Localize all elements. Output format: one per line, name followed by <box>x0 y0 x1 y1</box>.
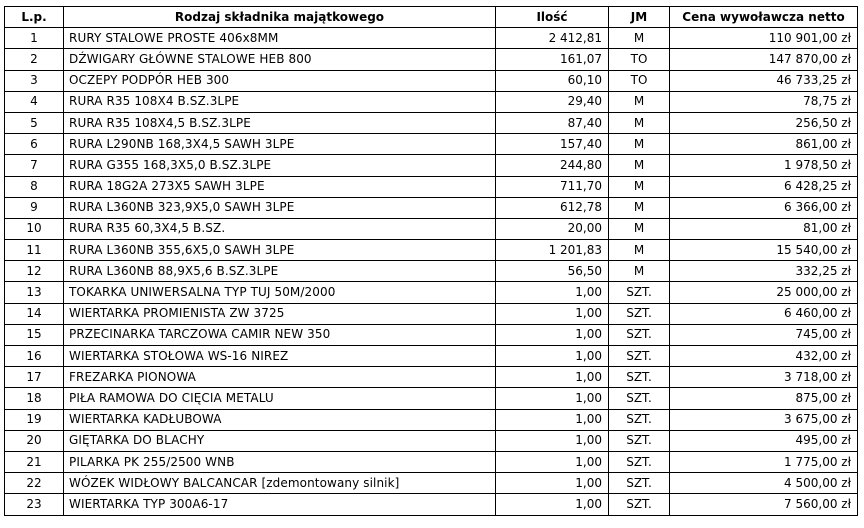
cell-quantity: 1,00 <box>496 430 609 451</box>
cell-unit: SZT. <box>609 473 670 494</box>
cell-quantity: 29,40 <box>496 91 609 112</box>
cell-lp: 17 <box>5 367 64 388</box>
cell-quantity: 244,80 <box>496 155 609 176</box>
cell-asset-type: GIĘTARKA DO BLACHY <box>64 430 496 451</box>
cell-lp: 19 <box>5 409 64 430</box>
cell-price: 1 775,00 zł <box>670 451 858 472</box>
cell-asset-type: RURA 18G2A 273X5 SAWH 3LPE <box>64 176 496 197</box>
assets-table-container <box>4 6 858 516</box>
table-header <box>5 7 858 28</box>
cell-quantity: 1,00 <box>496 303 609 324</box>
cell-price: 147 870,00 zł <box>670 49 858 70</box>
cell-asset-type: PIŁA RAMOWA DO CIĘCIA METALU <box>64 388 496 409</box>
cell-price: 3 718,00 zł <box>670 367 858 388</box>
cell-unit: TO <box>609 49 670 70</box>
cell-asset-type: RURA R35 108X4,5 B.SZ.3LPE <box>64 112 496 133</box>
header-unit: JM <box>609 7 670 28</box>
cell-unit: M <box>609 91 670 112</box>
cell-lp: 1 <box>5 28 64 49</box>
cell-lp: 4 <box>5 91 64 112</box>
cell-lp: 16 <box>5 346 64 367</box>
cell-quantity: 87,40 <box>496 112 609 133</box>
cell-quantity: 1,00 <box>496 388 609 409</box>
table-row <box>5 324 858 345</box>
cell-lp: 5 <box>5 112 64 133</box>
cell-unit: SZT. <box>609 346 670 367</box>
cell-quantity: 1,00 <box>496 473 609 494</box>
cell-quantity: 1,00 <box>496 494 609 515</box>
cell-price: 6 428,25 zł <box>670 176 858 197</box>
cell-price: 1 978,50 zł <box>670 155 858 176</box>
cell-lp: 14 <box>5 303 64 324</box>
cell-unit: M <box>609 155 670 176</box>
cell-asset-type: FREZARKA PIONOWA <box>64 367 496 388</box>
cell-unit: SZT. <box>609 303 670 324</box>
cell-price: 745,00 zł <box>670 324 858 345</box>
cell-unit: SZT. <box>609 282 670 303</box>
cell-quantity: 2 412,81 <box>496 28 609 49</box>
cell-asset-type: DŹWIGARY GŁÓWNE STALOWE HEB 800 <box>64 49 496 70</box>
cell-quantity: 1,00 <box>496 409 609 430</box>
table-row <box>5 112 858 133</box>
cell-quantity: 161,07 <box>496 49 609 70</box>
cell-unit: M <box>609 176 670 197</box>
table-row <box>5 346 858 367</box>
cell-unit: M <box>609 134 670 155</box>
cell-quantity: 1,00 <box>496 346 609 367</box>
table-row <box>5 28 858 49</box>
cell-unit: SZT. <box>609 367 670 388</box>
cell-price: 6 366,00 zł <box>670 197 858 218</box>
cell-price: 15 540,00 zł <box>670 240 858 261</box>
table-row <box>5 494 858 515</box>
cell-asset-type: RURA R35 60,3X4,5 B.SZ. <box>64 218 496 239</box>
cell-lp: 18 <box>5 388 64 409</box>
cell-quantity: 20,00 <box>496 218 609 239</box>
header-asset-type: Rodzaj składnika majątkowego <box>64 7 496 28</box>
cell-quantity: 612,78 <box>496 197 609 218</box>
cell-quantity: 1,00 <box>496 451 609 472</box>
cell-asset-type: RURA G355 168,3X5,0 B.SZ.3LPE <box>64 155 496 176</box>
table-row <box>5 388 858 409</box>
cell-price: 110 901,00 zł <box>670 28 858 49</box>
table-row <box>5 303 858 324</box>
table-row <box>5 451 858 472</box>
cell-price: 4 500,00 zł <box>670 473 858 494</box>
cell-unit: M <box>609 261 670 282</box>
cell-lp: 12 <box>5 261 64 282</box>
header-quantity: Ilość <box>496 7 609 28</box>
cell-lp: 11 <box>5 240 64 261</box>
cell-lp: 22 <box>5 473 64 494</box>
cell-price: 861,00 zł <box>670 134 858 155</box>
cell-quantity: 1,00 <box>496 324 609 345</box>
table-body <box>5 28 858 515</box>
cell-price: 7 560,00 zł <box>670 494 858 515</box>
cell-unit: SZT. <box>609 409 670 430</box>
table-row <box>5 367 858 388</box>
cell-unit: M <box>609 240 670 261</box>
cell-unit: TO <box>609 70 670 91</box>
cell-price: 432,00 zł <box>670 346 858 367</box>
table-row <box>5 176 858 197</box>
cell-unit: M <box>609 112 670 133</box>
cell-quantity: 711,70 <box>496 176 609 197</box>
table-row <box>5 261 858 282</box>
cell-unit: M <box>609 28 670 49</box>
cell-unit: M <box>609 197 670 218</box>
cell-lp: 9 <box>5 197 64 218</box>
cell-quantity: 60,10 <box>496 70 609 91</box>
cell-unit: M <box>609 218 670 239</box>
cell-lp: 13 <box>5 282 64 303</box>
cell-price: 25 000,00 zł <box>670 282 858 303</box>
header-row <box>5 7 858 28</box>
cell-asset-type: RURA L360NB 323,9X5,0 SAWH 3LPE <box>64 197 496 218</box>
assets-table <box>4 6 858 516</box>
cell-unit: SZT. <box>609 430 670 451</box>
cell-asset-type: WÓZEK WIDŁOWY BALCANCAR [zdemontowany silnik] <box>64 473 496 494</box>
cell-asset-type: RURA L360NB 88,9X5,6 B.SZ.3LPE <box>64 261 496 282</box>
table-row <box>5 409 858 430</box>
header-lp: L.p. <box>5 7 64 28</box>
cell-lp: 23 <box>5 494 64 515</box>
cell-asset-type: RURA R35 108X4 B.SZ.3LPE <box>64 91 496 112</box>
table-row <box>5 473 858 494</box>
cell-asset-type: WIERTARKA TYP 300A6-17 <box>64 494 496 515</box>
cell-quantity: 1,00 <box>496 282 609 303</box>
cell-asset-type: RURA L360NB 355,6X5,0 SAWH 3LPE <box>64 240 496 261</box>
cell-price: 78,75 zł <box>670 91 858 112</box>
cell-asset-type: PRZECINARKA TARCZOWA CAMIR NEW 350 <box>64 324 496 345</box>
table-row <box>5 197 858 218</box>
cell-asset-type: WIERTARKA PROMIENISTA ZW 3725 <box>64 303 496 324</box>
cell-price: 495,00 zł <box>670 430 858 451</box>
cell-asset-type: TOKARKA UNIWERSALNA TYP TUJ 50M/2000 <box>64 282 496 303</box>
cell-quantity: 1,00 <box>496 367 609 388</box>
table-row <box>5 91 858 112</box>
cell-asset-type: RURY STALOWE PROSTE 406x8MM <box>64 28 496 49</box>
cell-price: 875,00 zł <box>670 388 858 409</box>
cell-price: 81,00 zł <box>670 218 858 239</box>
cell-price: 256,50 zł <box>670 112 858 133</box>
cell-price: 332,25 zł <box>670 261 858 282</box>
cell-quantity: 56,50 <box>496 261 609 282</box>
cell-lp: 8 <box>5 176 64 197</box>
table-row <box>5 134 858 155</box>
table-row <box>5 155 858 176</box>
cell-asset-type: WIERTARKA STOŁOWA WS-16 NIREZ <box>64 346 496 367</box>
cell-lp: 21 <box>5 451 64 472</box>
cell-unit: SZT. <box>609 324 670 345</box>
cell-asset-type: PILARKA PK 255/2500 WNB <box>64 451 496 472</box>
cell-unit: SZT. <box>609 494 670 515</box>
cell-lp: 2 <box>5 49 64 70</box>
cell-price: 46 733,25 zł <box>670 70 858 91</box>
cell-lp: 7 <box>5 155 64 176</box>
table-row <box>5 430 858 451</box>
cell-quantity: 157,40 <box>496 134 609 155</box>
cell-lp: 15 <box>5 324 64 345</box>
table-row <box>5 240 858 261</box>
cell-price: 3 675,00 zł <box>670 409 858 430</box>
cell-quantity: 1 201,83 <box>496 240 609 261</box>
cell-lp: 6 <box>5 134 64 155</box>
cell-asset-type: WIERTARKA KADŁUBOWA <box>64 409 496 430</box>
table-row <box>5 218 858 239</box>
table-row <box>5 49 858 70</box>
table-row <box>5 282 858 303</box>
cell-asset-type: RURA L290NB 168,3X4,5 SAWH 3LPE <box>64 134 496 155</box>
cell-asset-type: OCZEPY PODPÓR HEB 300 <box>64 70 496 91</box>
header-price: Cena wywoławcza netto <box>670 7 858 28</box>
table-row <box>5 70 858 91</box>
cell-unit: SZT. <box>609 451 670 472</box>
cell-lp: 10 <box>5 218 64 239</box>
cell-lp: 20 <box>5 430 64 451</box>
cell-unit: SZT. <box>609 388 670 409</box>
cell-lp: 3 <box>5 70 64 91</box>
cell-price: 6 460,00 zł <box>670 303 858 324</box>
